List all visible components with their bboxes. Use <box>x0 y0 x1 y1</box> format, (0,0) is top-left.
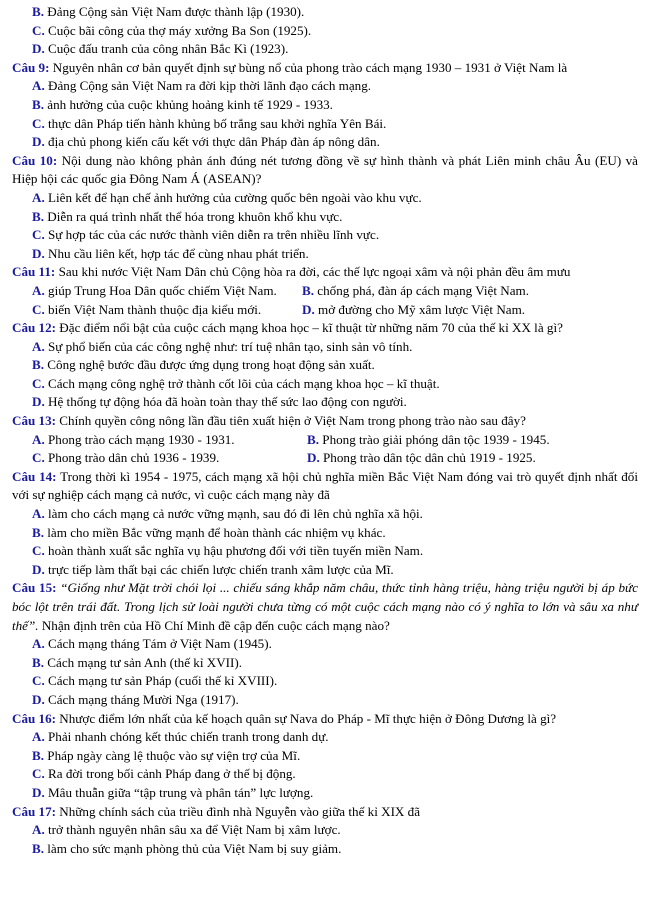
option-text: Cách mạng công nghệ trở thành cốt lõi của cách mạng khoa học – kĩ thuật. <box>48 375 440 391</box>
option-text: Sự hợp tác của các nước thành viên diễn ra trên nhiều lĩnh vực. <box>48 227 380 243</box>
option-c <box>32 449 307 468</box>
option-text: Đảng Cộng sản Việt Nam được thành lập (1930). <box>47 4 305 19</box>
option-text: Phong trào giải phóng dân tộc 1939 - 1945. <box>322 431 550 447</box>
option-a <box>32 431 307 450</box>
option-text: Cách mạng tư sản Anh (thế kỉ XVII). <box>47 654 243 670</box>
option-a <box>32 282 302 301</box>
option-row <box>12 449 638 468</box>
option-letter: C. <box>32 227 45 243</box>
option-d <box>302 301 525 320</box>
option-d <box>12 691 638 710</box>
question-text: Sau khi nước Việt Nam Dân chủ Cộng hòa ra đời, các thế lực ngoại xâm và nội phản đều âm mưu <box>58 264 571 280</box>
option-d <box>12 40 638 59</box>
option-text: Phong trào cách mạng 1930 - 1931. <box>48 431 235 447</box>
option-letter: C. <box>32 543 45 559</box>
question-label: Câu 15: <box>12 580 57 596</box>
option-letter: A. <box>32 431 45 447</box>
question-text: Nội dung nào không phản ánh đúng nét tương đồng về sự hình thành và phát Liên minh châu Âu (EU) và Hiệp hội các quốc gia Đông Nam Á (ASEAN)? <box>12 152 638 187</box>
option-letter: D. <box>302 301 315 317</box>
question-text: Nguyên nhân cơ bản quyết định sự bùng nổ của phong trào cách mạng 1930 – 1931 ở Việt Nam là <box>52 59 568 75</box>
option-b <box>12 840 638 859</box>
option-text: chống phá, đàn áp cách mạng Việt Nam. <box>317 282 529 298</box>
option-text: Pháp ngày càng lệ thuộc vào sự viện trợ của Mĩ. <box>47 747 301 763</box>
question-text: Chính quyền công nông lần đầu tiên xuất hiện ở Việt Nam trong phong trào nào sau đây? <box>59 413 526 429</box>
option-text: Cách mạng tháng Tám ở Việt Nam (1945). <box>48 636 272 652</box>
option-text: Nhu cầu liên kết, hợp tác để cùng nhau phát triển. <box>48 245 309 261</box>
option-letter: A. <box>32 338 45 354</box>
option-letter: B. <box>32 4 45 19</box>
option-text: Phong trào dân chủ 1936 - 1939. <box>48 450 220 466</box>
option-letter: D. <box>32 41 45 57</box>
option-c <box>32 301 302 320</box>
option-text: thực dân Pháp tiến hành khủng bố trắng sau khởi nghĩa Yên Bái. <box>48 115 387 131</box>
option-b <box>12 3 638 22</box>
option-letter: C. <box>32 673 45 689</box>
option-letter: C. <box>32 766 45 782</box>
question-label: Câu 9: <box>12 59 50 75</box>
option-letter: A. <box>32 189 45 205</box>
option-d <box>12 393 638 412</box>
option-letter: C. <box>32 450 45 466</box>
option-text: Cách mạng tháng Mười Nga (1917). <box>48 691 239 707</box>
option-a <box>12 338 638 357</box>
option-b <box>12 96 638 115</box>
option-letter: B. <box>32 96 45 112</box>
option-b <box>12 747 638 766</box>
option-text: làm cho sức mạnh phòng thủ của Việt Nam bị suy giảm. <box>47 840 342 856</box>
option-text: Đảng Cộng sản Việt Nam ra đời kịp thời lãnh đạo cách mạng. <box>48 78 372 94</box>
option-letter: B. <box>32 654 45 670</box>
option-letter: B. <box>307 431 320 447</box>
option-letter: B. <box>32 840 45 856</box>
option-c <box>12 115 638 134</box>
option-row <box>12 282 638 301</box>
option-letter: D. <box>307 450 320 466</box>
option-d <box>12 133 638 152</box>
option-d <box>12 245 638 264</box>
option-letter: C. <box>32 22 45 38</box>
option-text: hoàn thành xuất sắc nghĩa vụ hậu phương đối với tiền tuyến miền Nam. <box>48 543 424 559</box>
option-row <box>12 301 638 320</box>
option-text: Liên kết để hạn chế ảnh hưởng của cường quốc bên ngoài vào khu vực. <box>48 189 422 205</box>
question-label: Câu 17: <box>12 803 57 819</box>
option-c <box>12 765 638 784</box>
option-text: Cách mạng tư sản Pháp (cuối thế kỉ XVIII). <box>48 673 278 689</box>
option-letter: D. <box>32 691 45 707</box>
option-letter: D. <box>32 245 45 261</box>
question-label: Câu 16: <box>12 710 57 726</box>
option-text: Cuộc bãi công của thợ máy xưởng Ba Son (1925). <box>48 22 312 38</box>
option-b <box>307 431 550 450</box>
option-letter: B. <box>32 747 45 763</box>
option-a <box>12 728 638 747</box>
option-letter: C. <box>32 375 45 391</box>
option-row <box>12 431 638 450</box>
option-text: làm cho cách mạng cả nước vững mạnh, sau đó đi lên chủ nghĩa xã hội. <box>48 506 423 522</box>
option-text: ảnh hưởng của cuộc khủng hoảng kinh tế 1929 - 1933. <box>47 96 333 112</box>
option-letter: B. <box>302 282 315 298</box>
option-text: Sự phổ biến của các công nghệ như: trí tuệ nhân tạo, sinh sản vô tính. <box>48 338 413 354</box>
option-text: Mâu thuẫn giữa “tập trung và phân tán” lực lượng. <box>48 784 314 800</box>
question-label: Câu 14: <box>12 468 57 484</box>
question-13 <box>12 412 638 431</box>
option-letter: A. <box>32 822 45 838</box>
option-text: biến Việt Nam thành thuộc địa kiểu mới. <box>48 301 262 317</box>
option-text: trở thành nguyên nhân sâu xa để Việt Nam bị xâm lược. <box>48 822 341 838</box>
option-letter: B. <box>32 208 45 224</box>
question-label: Câu 10: <box>12 152 58 168</box>
option-text: Diễn ra quá trình nhất thể hóa trong khuôn khổ khu vực. <box>47 208 343 224</box>
option-b <box>12 208 638 227</box>
question-17 <box>12 803 638 822</box>
question-11 <box>12 263 638 282</box>
question-text: Đặc điểm nổi bật của cuộc cách mạng khoa học – kĩ thuật từ những năm 70 của thế kỉ XX là gì? <box>59 320 563 336</box>
question-quote: “Giống như Mặt trời chói lọi ... chiếu sáng khắp năm châu, thức tỉnh hàng triệu, hàng triệu người bị áp bức bóc lột trên trái đất. Trong lịch sử loài người chưa từng có một cuộc cách mạng nào có ý nghĩa to lớn và sâu xa như thế”. <box>12 580 638 633</box>
option-b <box>12 356 638 375</box>
option-a <box>12 505 638 524</box>
option-b <box>12 524 638 543</box>
option-b <box>12 654 638 673</box>
question-text: Những chính sách của triều đình nhà Nguyễn vào giữa thế kỉ XIX đã <box>59 803 421 819</box>
option-a <box>12 635 638 654</box>
question-text: Nhận định trên của Hồ Chí Minh đề cập đến cuộc cách mạng nào? <box>41 617 390 633</box>
option-letter: A. <box>32 636 45 652</box>
question-label: Câu 12: <box>12 320 57 336</box>
option-c <box>12 226 638 245</box>
option-b <box>302 282 529 301</box>
option-letter: B. <box>32 524 45 540</box>
option-letter: D. <box>32 394 45 410</box>
option-letter: C. <box>32 301 45 317</box>
option-letter: A. <box>32 282 45 298</box>
question-14 <box>12 468 638 505</box>
option-d <box>12 561 638 580</box>
option-a <box>12 821 638 840</box>
option-letter: C. <box>32 115 45 131</box>
option-text: Phải nhanh chóng kết thúc chiến tranh trong danh dự. <box>48 729 329 745</box>
option-letter: A. <box>32 78 45 94</box>
option-text: giúp Trung Hoa Dân quốc chiếm Việt Nam. <box>48 282 277 298</box>
option-text: Hệ thống tự động hóa đã hoàn toàn thay thế sức lao động con người. <box>48 394 407 410</box>
option-d <box>307 449 536 468</box>
option-letter: D. <box>32 784 45 800</box>
option-text: địa chủ phong kiến cấu kết với thực dân Pháp đàn áp nông dân. <box>48 134 380 150</box>
option-letter: D. <box>32 134 45 150</box>
option-text: mở đường cho Mỹ xâm lược Việt Nam. <box>318 301 526 317</box>
option-c <box>12 542 638 561</box>
option-c <box>12 375 638 394</box>
question-16 <box>12 710 638 729</box>
option-letter: A. <box>32 506 45 522</box>
option-text: làm cho miền Bắc vững mạnh để hoàn thành các nhiệm vụ khác. <box>47 524 386 540</box>
option-letter: B. <box>32 357 45 373</box>
option-text: Phong trào dân tộc dân chủ 1919 - 1925. <box>323 450 536 466</box>
question-text: Trong thời kì 1954 - 1975, cách mạng xã hội chủ nghĩa miền Bắc Việt Nam đóng vai trò quyết định nhất đối với sự nghiệp cách mạng cả nước, vì cuộc cách mạng này đã <box>12 468 638 503</box>
question-9 <box>12 59 638 78</box>
question-text: Nhược điểm lớn nhất của kế hoạch quân sự Nava do Pháp - Mĩ thực hiện ở Đông Dương là gì? <box>59 710 557 726</box>
option-letter: A. <box>32 729 45 745</box>
option-text: Cuộc đấu tranh của công nhân Bắc Kì (1923). <box>48 41 289 57</box>
option-text: Công nghệ bước đầu được ứng dụng trong hoạt động sản xuất. <box>47 357 375 373</box>
option-text: trực tiếp làm thất bại các chiến lược chiến tranh xâm lược của Mĩ. <box>48 561 394 577</box>
option-text: Ra đời trong bối cảnh Pháp đang ở thế bị động. <box>48 766 296 782</box>
option-c <box>12 672 638 691</box>
question-label: Câu 11: <box>12 264 56 280</box>
option-a <box>12 77 638 96</box>
question-10 <box>12 152 638 189</box>
option-d <box>12 784 638 803</box>
question-label: Câu 13: <box>12 413 57 429</box>
question-15 <box>12 579 638 635</box>
question-12 <box>12 319 638 338</box>
option-letter: D. <box>32 561 45 577</box>
option-c <box>12 22 638 41</box>
option-a <box>12 189 638 208</box>
